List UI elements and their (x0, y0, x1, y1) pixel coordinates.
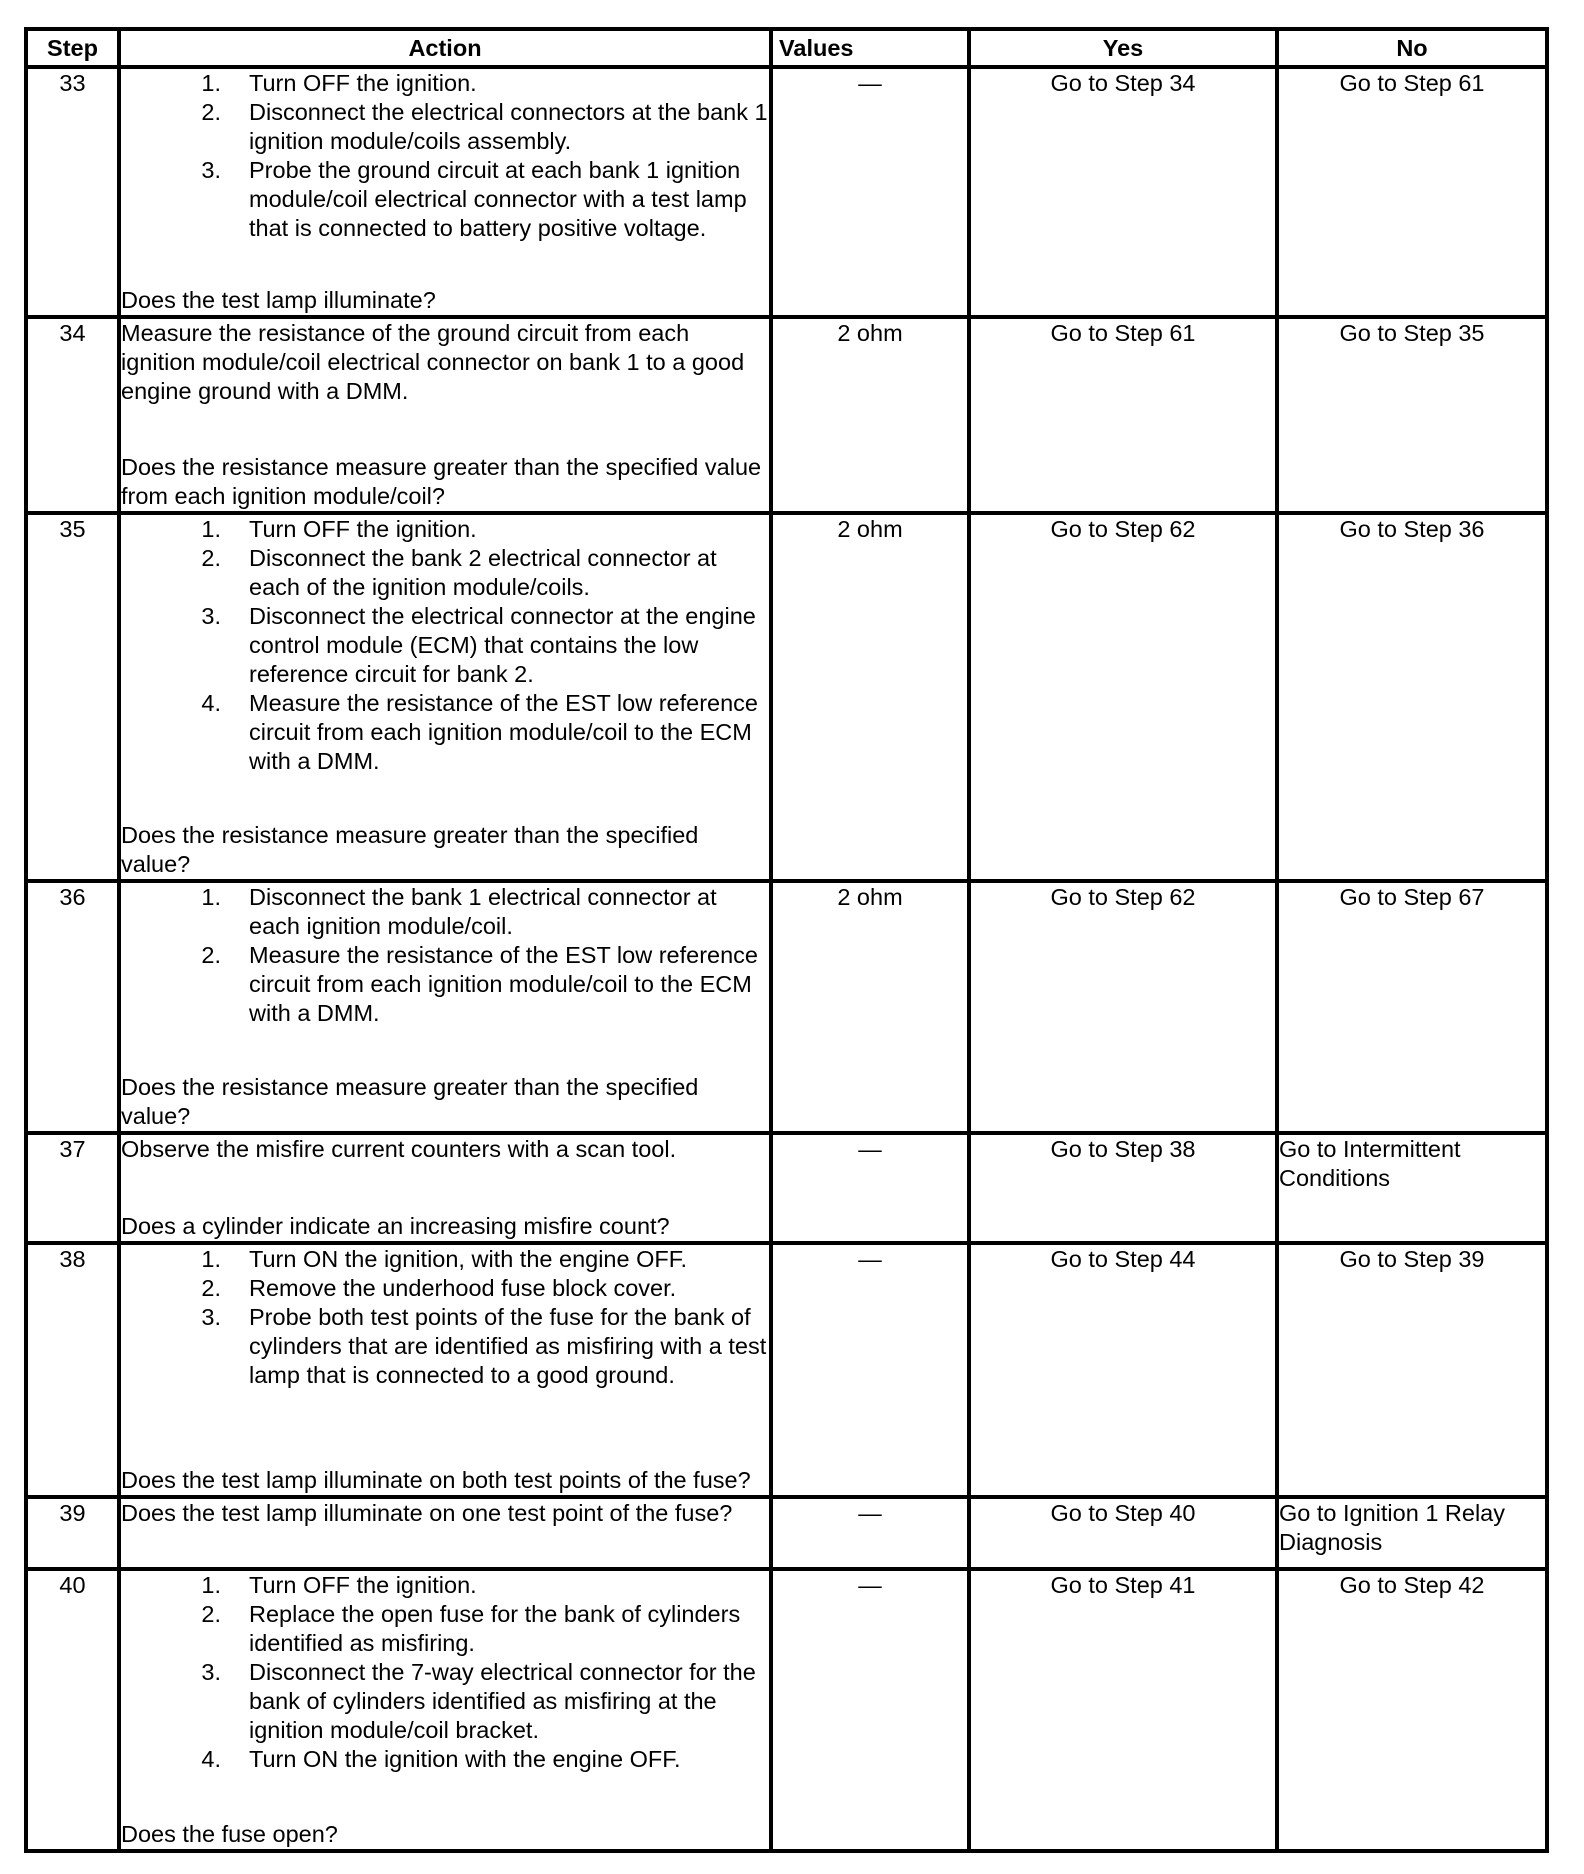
question-text: Does the resistance measure greater than the specified value? (121, 1074, 699, 1129)
action-cell (119, 881, 771, 1133)
instruction-item: 3. Probe both test points of the fuse for the bank of cylinders that are identified as misfiring with a test lamp that is connected to a good ground. (201, 1304, 767, 1388)
instruction-item: 4. Turn ON the ignition with the engine OFF. (201, 1746, 681, 1772)
instruction-item: 1. Turn OFF the ignition. (201, 70, 477, 96)
yes-link[interactable]: Go to Step 34 (969, 67, 1277, 317)
action-cell (119, 1497, 771, 1569)
step-number: 33 (26, 67, 119, 317)
step-number: 38 (26, 1243, 119, 1497)
question-text: Does the fuse open? (121, 1821, 338, 1847)
value-cell: — (771, 67, 969, 317)
table-row (26, 1569, 1547, 1851)
instruction-item: 1. Turn OFF the ignition. (201, 1572, 477, 1598)
instruction-list (121, 515, 769, 776)
no-link[interactable]: Go to Step 35 (1277, 317, 1547, 513)
action-cell (119, 67, 771, 317)
action-cell (119, 1243, 771, 1497)
table-row (26, 1133, 1547, 1243)
yes-link[interactable]: Go to Step 44 (969, 1243, 1277, 1497)
table-row (26, 881, 1547, 1133)
yes-link[interactable]: Go to Step 62 (969, 513, 1277, 881)
step-number: 37 (26, 1133, 119, 1243)
header-no: No (1277, 29, 1547, 67)
instruction-item: 1. Turn ON the ignition, with the engine OFF. (201, 1246, 688, 1272)
diagnostic-table (24, 27, 1549, 1853)
value-cell: 2 ohm (771, 513, 969, 881)
yes-link[interactable]: Go to Step 41 (969, 1569, 1277, 1851)
value-cell: — (771, 1497, 969, 1569)
yes-link[interactable]: Go to Step 40 (969, 1497, 1277, 1569)
value-cell: — (771, 1133, 969, 1243)
instruction-item: 4. Measure the resistance of the EST low reference circuit from each ignition module/coil to the ECM with a DMM. (201, 690, 758, 774)
instruction-item: 2. Disconnect the electrical connectors at the bank 1 ignition module/coils assembly. (201, 99, 768, 154)
no-link[interactable]: Go to Step 36 (1277, 513, 1547, 881)
instruction-item: 1. Turn OFF the ignition. (201, 516, 477, 542)
table-row (26, 1243, 1547, 1497)
table-row (26, 1497, 1547, 1569)
header-action: Action (119, 29, 771, 67)
no-link[interactable]: Go to Step 67 (1277, 881, 1547, 1133)
step-number: 36 (26, 881, 119, 1133)
instruction-item: 2. Measure the resistance of the EST low reference circuit from each ignition module/coil to the ECM with a DMM. (201, 942, 758, 1026)
action-paragraph: Measure the resistance of the ground circuit from each ignition module/coil electrical connector on bank 1 to a good engine ground with a DMM. (121, 320, 745, 404)
question-text: Does the resistance measure greater than the specified value from each ignition module/coil? (121, 454, 762, 509)
value-cell: — (771, 1243, 969, 1497)
instruction-item: 3. Disconnect the electrical connector at the engine control module (ECM) that contains the low reference circuit for bank 2. (201, 603, 756, 687)
no-link[interactable]: Go to Ignition 1 Relay Diagnosis (1277, 1497, 1547, 1569)
value-cell: 2 ohm (771, 317, 969, 513)
instruction-item: 2. Disconnect the bank 2 electrical connector at each of the ignition module/coils. (201, 545, 717, 600)
action-cell (119, 1133, 771, 1243)
value-cell: 2 ohm (771, 881, 969, 1133)
header-values: Values (771, 29, 969, 67)
yes-link[interactable]: Go to Step 62 (969, 881, 1277, 1133)
step-number: 34 (26, 317, 119, 513)
step-number: 39 (26, 1497, 119, 1569)
yes-link[interactable]: Go to Step 38 (969, 1133, 1277, 1243)
question-text: Does the test lamp illuminate? (121, 287, 436, 313)
step-number: 35 (26, 513, 119, 881)
header-step: Step (26, 29, 119, 67)
table-row (26, 513, 1547, 881)
question-text: Does the resistance measure greater than the specified value? (121, 822, 699, 877)
instruction-item: 2. Replace the open fuse for the bank of cylinders identified as misfiring. (201, 1601, 741, 1656)
header-yes: Yes (969, 29, 1277, 67)
instruction-item: 3. Probe the ground circuit at each bank 1 ignition module/coil electrical connector with a test lamp that is connected to battery positive voltage. (201, 157, 747, 241)
question-text: Does the test lamp illuminate on both test points of the fuse? (121, 1467, 751, 1493)
no-link[interactable]: Go to Step 42 (1277, 1569, 1547, 1851)
action-cell (119, 513, 771, 881)
table-row (26, 317, 1547, 513)
instruction-list (121, 883, 769, 1028)
value-cell: — (771, 1569, 969, 1851)
header-row (26, 29, 1547, 67)
instruction-item: 3. Disconnect the 7-way electrical connector for the bank of cylinders identified as misfiring at the ignition module/coil bracket. (201, 1659, 756, 1743)
instruction-list (121, 1245, 769, 1390)
no-link[interactable]: Go to Intermittent Conditions (1277, 1133, 1547, 1243)
instruction-item: 2. Remove the underhood fuse block cover. (201, 1275, 677, 1301)
yes-link[interactable]: Go to Step 61 (969, 317, 1277, 513)
action-paragraph: Observe the misfire current counters with a scan tool. (121, 1136, 677, 1162)
instruction-item: 1. Disconnect the bank 1 electrical connector at each ignition module/coil. (201, 884, 717, 939)
question-text: Does the test lamp illuminate on one test point of the fuse? (121, 1500, 733, 1526)
action-cell (119, 317, 771, 513)
instruction-list (121, 1571, 769, 1774)
no-link[interactable]: Go to Step 39 (1277, 1243, 1547, 1497)
no-link[interactable]: Go to Step 61 (1277, 67, 1547, 317)
action-cell (119, 1569, 771, 1851)
table-row (26, 67, 1547, 317)
step-number: 40 (26, 1569, 119, 1851)
instruction-list (121, 69, 769, 243)
question-text: Does a cylinder indicate an increasing misfire count? (121, 1213, 670, 1239)
